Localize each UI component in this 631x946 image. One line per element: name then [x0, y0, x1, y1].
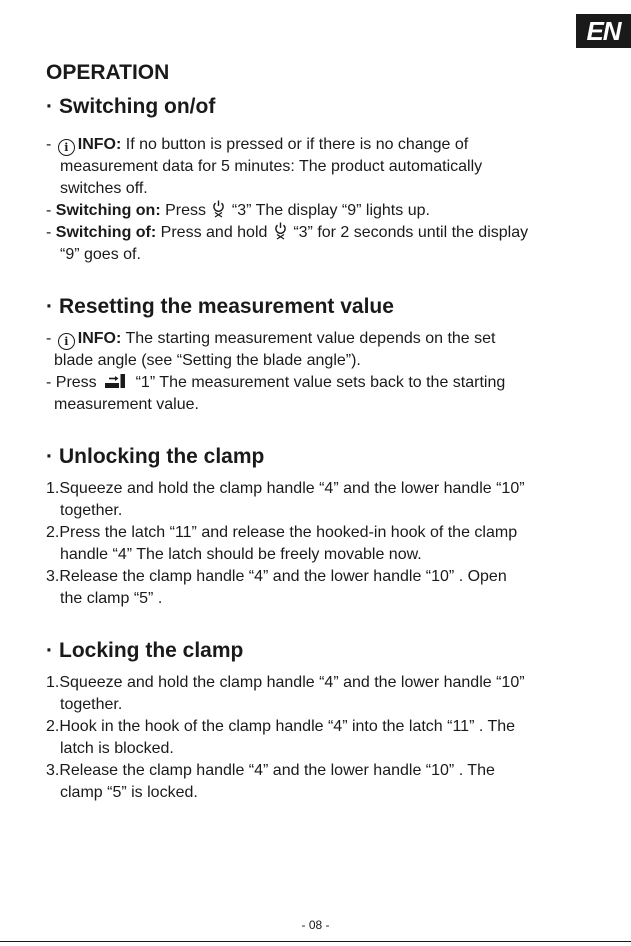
step-1: 1.Squeeze and hold the clamp handle “4” and the lower handle “10”	[46, 480, 525, 497]
step-2: 2.Hook in the hook of the clamp handle “4” into the latch “11” . The	[46, 718, 516, 735]
step-1-cont: together.	[60, 696, 123, 713]
info-line: blade angle (see “Setting the blade angle”).	[54, 352, 361, 369]
section-heading-text: Switching on/of	[59, 95, 216, 118]
section-heading-text: Resetting the measurement value	[59, 295, 394, 318]
section-heading-resetting: · Resetting the measurement value	[46, 295, 394, 318]
info-line: measurement data for 5 minutes: The product automatically	[60, 158, 483, 175]
switch-on-line: - Switching on: Press “3” The display “9” lights up.	[46, 202, 430, 219]
info-icon: i	[58, 333, 75, 350]
step-1: 1.Squeeze and hold the clamp handle “4” and the lower handle “10”	[46, 674, 525, 691]
power-button-icon	[212, 200, 225, 218]
info-icon: i	[58, 139, 75, 156]
step-2: 2.Press the latch “11” and release the hooked-in hook of the clamp	[46, 524, 518, 541]
step-2-cont: handle “4” The latch should be freely movable now.	[60, 546, 422, 563]
section-heading-locking: · Locking the clamp	[46, 639, 244, 662]
step-3-cont: the clamp “5” .	[60, 590, 163, 607]
page-content	[46, 60, 606, 804]
section-heading-switching: · Switching on/of	[46, 95, 216, 118]
language-badge: EN	[576, 14, 631, 48]
press-reset-line-cont: measurement value.	[54, 396, 199, 413]
step-1-cont: together.	[60, 502, 123, 519]
info-paragraph: - i INFO: If no button is pressed or if there is no change of	[46, 136, 469, 154]
section-heading-text: Unlocking the clamp	[59, 445, 265, 468]
footer-divider	[0, 941, 631, 942]
page-title: OPERATION	[46, 61, 170, 84]
reset-button-icon	[105, 374, 125, 388]
step-2-cont: latch is blocked.	[60, 740, 174, 757]
info-line: switches off.	[60, 180, 148, 197]
page-number: - 08 -	[301, 918, 330, 932]
step-3-cont: clamp “5” is locked.	[60, 784, 198, 801]
info-paragraph: - i INFO: The starting measurement value depends on the set	[46, 330, 496, 348]
press-reset-line: - Press “1” The measurement value sets back to the starting	[46, 374, 506, 391]
section-heading-unlocking: · Unlocking the clamp	[46, 445, 265, 468]
step-3: 3.Release the clamp handle “4” and the lower handle “10” . Open	[46, 568, 507, 585]
power-button-icon	[274, 222, 287, 240]
step-3: 3.Release the clamp handle “4” and the lower handle “10” . The	[46, 762, 495, 779]
switch-off-line-cont: “9” goes of.	[60, 246, 141, 263]
switch-off-line: - Switching of: Press and hold “3” for 2 seconds until the display	[46, 224, 529, 241]
section-heading-text: Locking the clamp	[59, 639, 244, 662]
